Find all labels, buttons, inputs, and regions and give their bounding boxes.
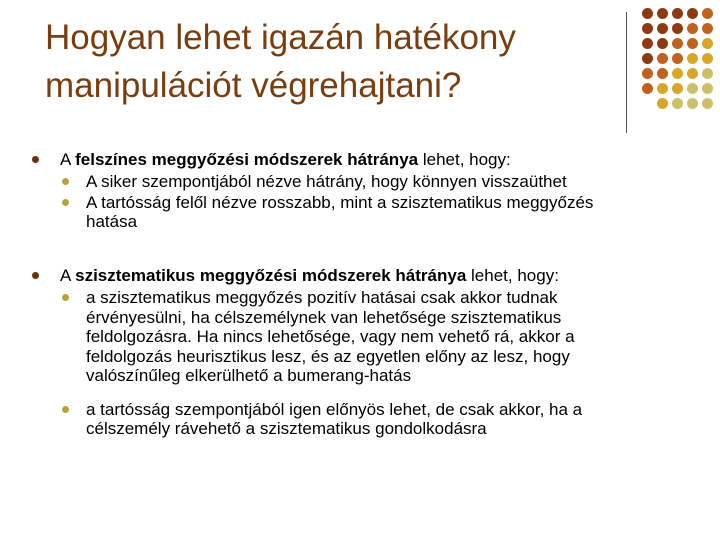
section1-bold: felszínes meggyőzési módszerek hátránya [75,150,419,169]
section2-bold: szisztematikus meggyőzési módszerek hátránya [75,266,467,285]
subitem-line: valószínűleg elkerülhető a bumerang-hatás [86,366,412,385]
slide-title-line1: Hogyan lehet igazán hatékony [45,18,516,57]
section2-subitem [86,288,575,386]
section1-suffix: lehet, hogy: [418,150,511,169]
subitem-line: a tartósság szempontjából igen előnyös lehet, de csak akkor, ha a [86,400,583,419]
bullet-icon [62,199,69,206]
section2-suffix: lehet, hogy: [466,266,559,285]
bullet-icon [32,272,39,279]
section1-subitem [86,193,593,231]
bullet-icon [62,294,69,301]
slide-title-line2: manipulációt végrehajtani? [45,66,462,105]
section2-prefix: A [60,266,76,285]
subitem-line: érvényesülni, ha célszemélynek van lehetősége szisztematikus [86,307,562,327]
subitem-line: feldolgozás heurisztikus lesz, és az egyetlen előny az lesz, hogy [86,346,570,366]
section1-prefix: A [60,150,76,169]
subitem-line: feldolgozásra. Ha nincs lehetősége, vagy nem vehető rá, akkor a [86,327,575,346]
subitem-line: a szisztematikus meggyőzés pozitív hatásai csak akkor tudnak [86,288,558,307]
subitem-line: A tartósság felől nézve rosszabb, mint a szisztematikus meggyőzés [86,193,594,212]
subitem-line: célszemély rávehető a szisztematikus gondolkodásra [86,419,487,438]
section1-heading [60,150,511,169]
subitem-line: A siker szempontjából nézve hátrány, hogy könnyen visszaüthet [86,172,567,191]
subitem-line: hatása [86,212,138,231]
section1-subitem [86,172,567,191]
bullet-icon [62,178,69,185]
bullet-icon [32,156,39,163]
section2-heading [60,266,559,285]
bullet-icon [62,406,69,413]
section2-subitem [86,400,582,438]
